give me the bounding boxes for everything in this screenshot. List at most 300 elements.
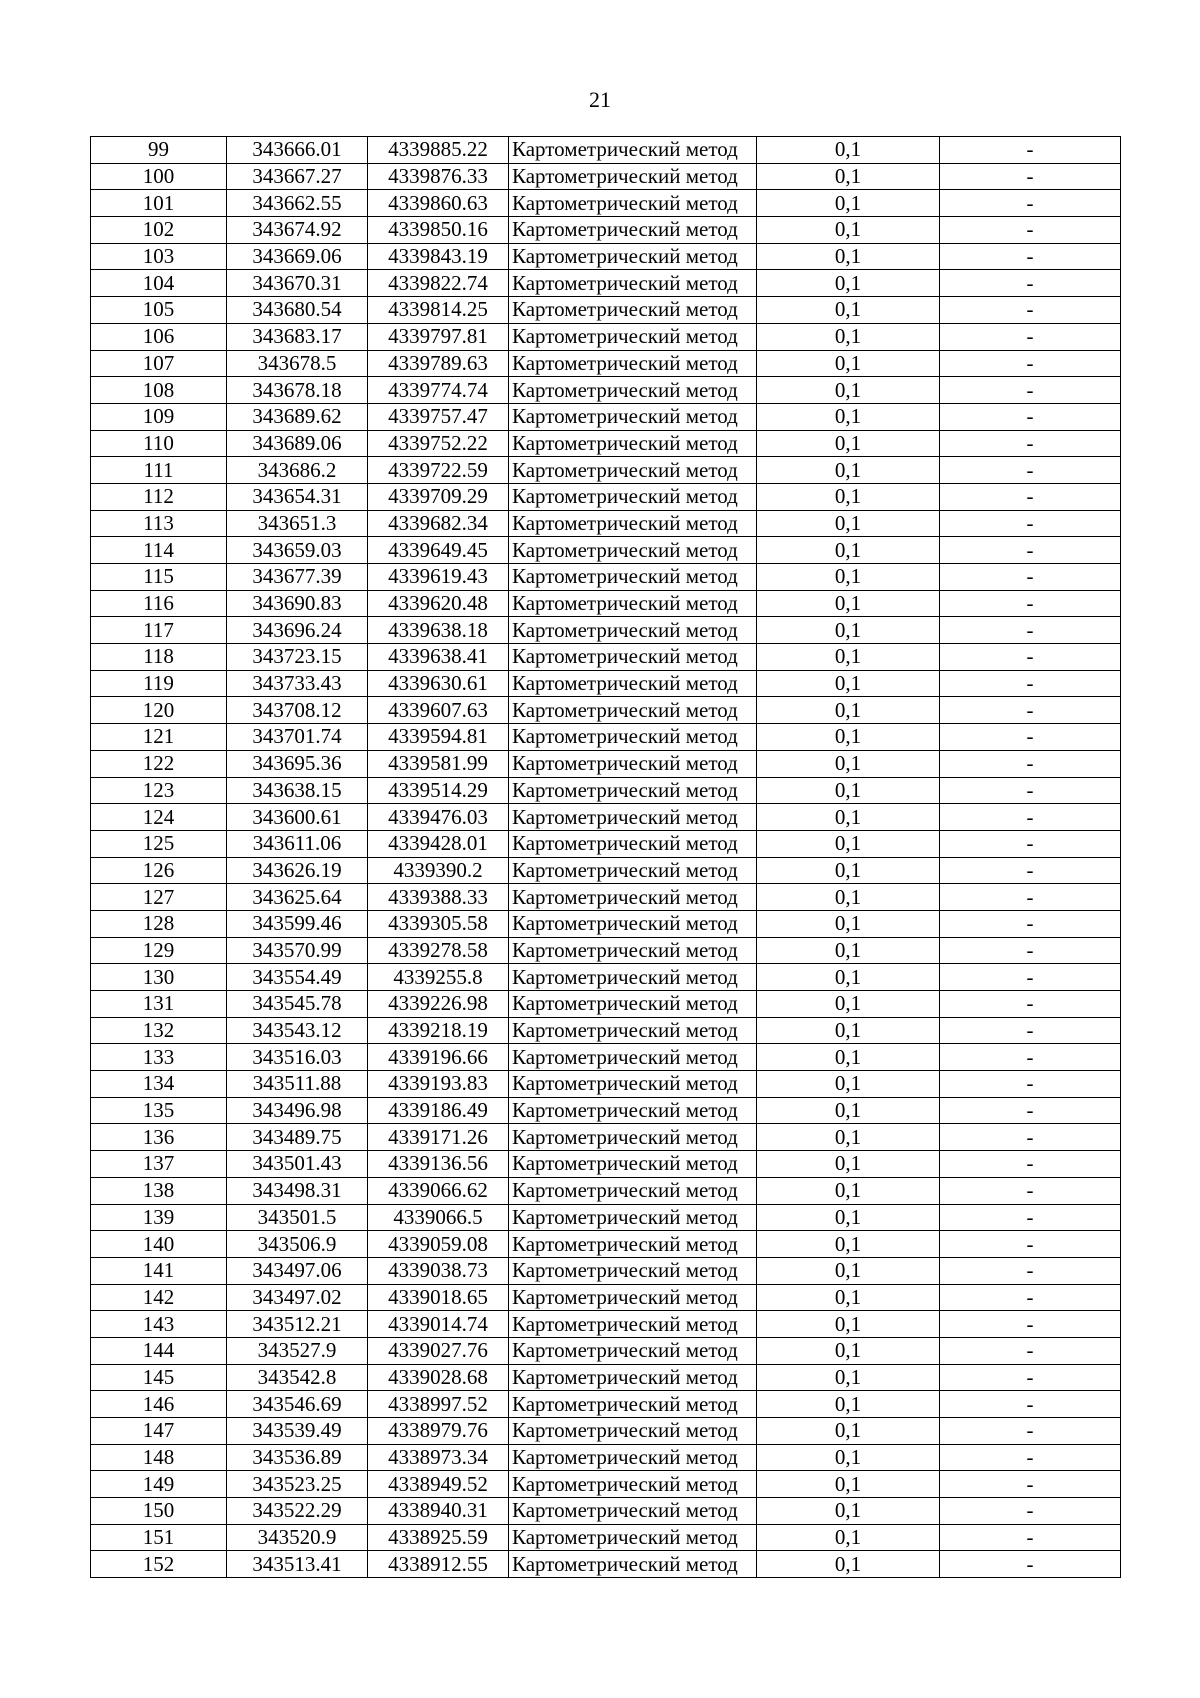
point-number-cell: 125: [91, 830, 227, 857]
y-coordinate-cell: 4338979.76: [368, 1418, 509, 1445]
method-cell: Картометрический метод: [509, 937, 757, 964]
point-number-cell: 135: [91, 1097, 227, 1124]
method-cell: Картометрический метод: [509, 1391, 757, 1418]
point-number-cell: 119: [91, 670, 227, 697]
description-cell: -: [940, 804, 1121, 831]
point-number-cell: 129: [91, 937, 227, 964]
accuracy-cell: 0,1: [757, 323, 940, 350]
description-cell: -: [940, 1097, 1121, 1124]
y-coordinate-cell: 4339789.63: [368, 350, 509, 377]
y-coordinate-cell: 4339136.56: [368, 1151, 509, 1178]
y-coordinate-cell: 4339196.66: [368, 1044, 509, 1071]
x-coordinate-cell: 343662.55: [227, 190, 368, 217]
point-number-cell: 141: [91, 1257, 227, 1284]
description-cell: -: [940, 1284, 1121, 1311]
point-number-cell: 126: [91, 857, 227, 884]
point-number-cell: 124: [91, 804, 227, 831]
table-row: [91, 1311, 1121, 1338]
accuracy-cell: 0,1: [757, 1311, 940, 1338]
method-cell: Картометрический метод: [509, 1498, 757, 1525]
x-coordinate-cell: 343654.31: [227, 483, 368, 510]
table-row: [91, 1498, 1121, 1525]
point-number-cell: 102: [91, 217, 227, 244]
accuracy-cell: 0,1: [757, 1471, 940, 1498]
accuracy-cell: 0,1: [757, 1284, 940, 1311]
table-row: [91, 270, 1121, 297]
description-cell: -: [940, 1418, 1121, 1445]
point-number-cell: 115: [91, 564, 227, 591]
point-number-cell: 107: [91, 350, 227, 377]
y-coordinate-cell: 4339218.19: [368, 1017, 509, 1044]
method-cell: Картометрический метод: [509, 1311, 757, 1338]
method-cell: Картометрический метод: [509, 1204, 757, 1231]
description-cell: -: [940, 243, 1121, 270]
table-row: [91, 1257, 1121, 1284]
method-cell: Картометрический метод: [509, 777, 757, 804]
table-row: [91, 510, 1121, 537]
table-row: [91, 537, 1121, 564]
y-coordinate-cell: 4339814.25: [368, 297, 509, 324]
method-cell: Картометрический метод: [509, 1418, 757, 1445]
table-row: [91, 991, 1121, 1018]
y-coordinate-cell: 4339752.22: [368, 430, 509, 457]
accuracy-cell: 0,1: [757, 750, 940, 777]
x-coordinate-cell: 343611.06: [227, 830, 368, 857]
y-coordinate-cell: 4339709.29: [368, 483, 509, 510]
point-number-cell: 99: [91, 137, 227, 164]
point-number-cell: 149: [91, 1471, 227, 1498]
x-coordinate-cell: 343701.74: [227, 724, 368, 751]
accuracy-cell: 0,1: [757, 1257, 940, 1284]
method-cell: Картометрический метод: [509, 750, 757, 777]
accuracy-cell: 0,1: [757, 243, 940, 270]
accuracy-cell: 0,1: [757, 991, 940, 1018]
y-coordinate-cell: 4338949.52: [368, 1471, 509, 1498]
x-coordinate-cell: 343686.2: [227, 457, 368, 484]
method-cell: Картометрический метод: [509, 1337, 757, 1364]
y-coordinate-cell: 4339797.81: [368, 323, 509, 350]
description-cell: -: [940, 964, 1121, 991]
point-number-cell: 143: [91, 1311, 227, 1338]
y-coordinate-cell: 4339594.81: [368, 724, 509, 751]
accuracy-cell: 0,1: [757, 644, 940, 671]
y-coordinate-cell: 4339038.73: [368, 1257, 509, 1284]
x-coordinate-cell: 343678.18: [227, 377, 368, 404]
description-cell: -: [940, 350, 1121, 377]
description-cell: -: [940, 1257, 1121, 1284]
point-number-cell: 122: [91, 750, 227, 777]
table-row: [91, 857, 1121, 884]
description-cell: -: [940, 991, 1121, 1018]
description-cell: -: [940, 297, 1121, 324]
accuracy-cell: 0,1: [757, 297, 940, 324]
table-row: [91, 350, 1121, 377]
method-cell: Картометрический метод: [509, 1231, 757, 1258]
x-coordinate-cell: 343539.49: [227, 1418, 368, 1445]
accuracy-cell: 0,1: [757, 217, 940, 244]
accuracy-cell: 0,1: [757, 1498, 940, 1525]
method-cell: Картометрический метод: [509, 697, 757, 724]
accuracy-cell: 0,1: [757, 190, 940, 217]
method-cell: Картометрический метод: [509, 564, 757, 591]
table-row: [91, 750, 1121, 777]
method-cell: Картометрический метод: [509, 323, 757, 350]
accuracy-cell: 0,1: [757, 724, 940, 751]
method-cell: Картометрический метод: [509, 483, 757, 510]
method-cell: Картометрический метод: [509, 430, 757, 457]
y-coordinate-cell: 4339390.2: [368, 857, 509, 884]
point-number-cell: 136: [91, 1124, 227, 1151]
point-number-cell: 105: [91, 297, 227, 324]
x-coordinate-cell: 343680.54: [227, 297, 368, 324]
accuracy-cell: 0,1: [757, 137, 940, 164]
y-coordinate-cell: 4339027.76: [368, 1337, 509, 1364]
table-row: [91, 1044, 1121, 1071]
table-row: [91, 1391, 1121, 1418]
description-cell: -: [940, 910, 1121, 937]
description-cell: -: [940, 750, 1121, 777]
method-cell: Картометрический метод: [509, 910, 757, 937]
y-coordinate-cell: 4339428.01: [368, 830, 509, 857]
table-row: [91, 1284, 1121, 1311]
accuracy-cell: 0,1: [757, 937, 940, 964]
accuracy-cell: 0,1: [757, 777, 940, 804]
method-cell: Картометрический метод: [509, 1124, 757, 1151]
method-cell: Картометрический метод: [509, 137, 757, 164]
x-coordinate-cell: 343689.62: [227, 403, 368, 430]
method-cell: Картометрический метод: [509, 1177, 757, 1204]
point-number-cell: 132: [91, 1017, 227, 1044]
x-coordinate-cell: 343516.03: [227, 1044, 368, 1071]
x-coordinate-cell: 343522.29: [227, 1498, 368, 1525]
accuracy-cell: 0,1: [757, 1044, 940, 1071]
table-row: [91, 457, 1121, 484]
table-row: [91, 1444, 1121, 1471]
description-cell: -: [940, 1311, 1121, 1338]
method-cell: Картометрический метод: [509, 1524, 757, 1551]
method-cell: Картометрический метод: [509, 1257, 757, 1284]
point-number-cell: 101: [91, 190, 227, 217]
y-coordinate-cell: 4339876.33: [368, 163, 509, 190]
point-number-cell: 133: [91, 1044, 227, 1071]
y-coordinate-cell: 4339860.63: [368, 190, 509, 217]
table-row: [91, 1337, 1121, 1364]
method-cell: Картометрический метод: [509, 270, 757, 297]
x-coordinate-cell: 343659.03: [227, 537, 368, 564]
description-cell: -: [940, 644, 1121, 671]
accuracy-cell: 0,1: [757, 350, 940, 377]
y-coordinate-cell: 4339649.45: [368, 537, 509, 564]
y-coordinate-cell: 4338940.31: [368, 1498, 509, 1525]
table-row: [91, 323, 1121, 350]
description-cell: -: [940, 777, 1121, 804]
table-row: [91, 937, 1121, 964]
description-cell: -: [940, 724, 1121, 751]
y-coordinate-cell: 4338925.59: [368, 1524, 509, 1551]
table-row: [91, 670, 1121, 697]
accuracy-cell: 0,1: [757, 270, 940, 297]
description-cell: -: [940, 217, 1121, 244]
point-number-cell: 127: [91, 884, 227, 911]
table-row: [91, 1418, 1121, 1445]
method-cell: Картометрический метод: [509, 670, 757, 697]
y-coordinate-cell: 4338973.34: [368, 1444, 509, 1471]
point-number-cell: 150: [91, 1498, 227, 1525]
method-cell: Картометрический метод: [509, 537, 757, 564]
y-coordinate-cell: 4339581.99: [368, 750, 509, 777]
description-cell: -: [940, 510, 1121, 537]
description-cell: -: [940, 564, 1121, 591]
accuracy-cell: 0,1: [757, 1151, 940, 1178]
y-coordinate-cell: 4339843.19: [368, 243, 509, 270]
description-cell: -: [940, 483, 1121, 510]
x-coordinate-cell: 343696.24: [227, 617, 368, 644]
accuracy-cell: 0,1: [757, 590, 940, 617]
description-cell: -: [940, 1391, 1121, 1418]
y-coordinate-cell: 4339620.48: [368, 590, 509, 617]
point-number-cell: 106: [91, 323, 227, 350]
description-cell: -: [940, 1151, 1121, 1178]
table-row: [91, 564, 1121, 591]
table-row: [91, 1364, 1121, 1391]
method-cell: Картометрический метод: [509, 457, 757, 484]
point-number-cell: 130: [91, 964, 227, 991]
method-cell: Картометрический метод: [509, 1017, 757, 1044]
point-number-cell: 117: [91, 617, 227, 644]
point-number-cell: 120: [91, 697, 227, 724]
accuracy-cell: 0,1: [757, 457, 940, 484]
y-coordinate-cell: 4339305.58: [368, 910, 509, 937]
point-number-cell: 140: [91, 1231, 227, 1258]
description-cell: -: [940, 1044, 1121, 1071]
accuracy-cell: 0,1: [757, 377, 940, 404]
x-coordinate-cell: 343512.21: [227, 1311, 368, 1338]
table-row: [91, 403, 1121, 430]
method-cell: Картометрический метод: [509, 1097, 757, 1124]
x-coordinate-cell: 343667.27: [227, 163, 368, 190]
table-row: [91, 377, 1121, 404]
method-cell: Картометрический метод: [509, 350, 757, 377]
table-row: [91, 297, 1121, 324]
method-cell: Картометрический метод: [509, 804, 757, 831]
method-cell: Картометрический метод: [509, 724, 757, 751]
x-coordinate-cell: 343690.83: [227, 590, 368, 617]
description-cell: -: [940, 617, 1121, 644]
point-number-cell: 123: [91, 777, 227, 804]
y-coordinate-cell: 4339186.49: [368, 1097, 509, 1124]
point-number-cell: 147: [91, 1418, 227, 1445]
x-coordinate-cell: 343651.3: [227, 510, 368, 537]
accuracy-cell: 0,1: [757, 510, 940, 537]
accuracy-cell: 0,1: [757, 1097, 940, 1124]
x-coordinate-cell: 343674.92: [227, 217, 368, 244]
page-number: 21: [589, 87, 611, 112]
accuracy-cell: 0,1: [757, 830, 940, 857]
x-coordinate-cell: 343733.43: [227, 670, 368, 697]
point-number-cell: 146: [91, 1391, 227, 1418]
x-coordinate-cell: 343489.75: [227, 1124, 368, 1151]
point-number-cell: 134: [91, 1071, 227, 1098]
x-coordinate-cell: 343498.31: [227, 1177, 368, 1204]
description-cell: -: [940, 190, 1121, 217]
table-row: [91, 1071, 1121, 1098]
y-coordinate-cell: 4339638.18: [368, 617, 509, 644]
y-coordinate-cell: 4339822.74: [368, 270, 509, 297]
x-coordinate-cell: 343520.9: [227, 1524, 368, 1551]
table-row: [91, 1471, 1121, 1498]
description-cell: -: [940, 323, 1121, 350]
y-coordinate-cell: 4339850.16: [368, 217, 509, 244]
x-coordinate-cell: 343677.39: [227, 564, 368, 591]
x-coordinate-cell: 343708.12: [227, 697, 368, 724]
y-coordinate-cell: 4339278.58: [368, 937, 509, 964]
table-row: [91, 590, 1121, 617]
coordinates-table-body: [91, 137, 1121, 1578]
y-coordinate-cell: 4339066.5: [368, 1204, 509, 1231]
accuracy-cell: 0,1: [757, 804, 940, 831]
table-row: [91, 1017, 1121, 1044]
accuracy-cell: 0,1: [757, 1124, 940, 1151]
method-cell: Картометрический метод: [509, 884, 757, 911]
accuracy-cell: 0,1: [757, 884, 940, 911]
y-coordinate-cell: 4339059.08: [368, 1231, 509, 1258]
x-coordinate-cell: 343497.06: [227, 1257, 368, 1284]
x-coordinate-cell: 343554.49: [227, 964, 368, 991]
table-row: [91, 243, 1121, 270]
accuracy-cell: 0,1: [757, 1418, 940, 1445]
accuracy-cell: 0,1: [757, 483, 940, 510]
description-cell: -: [940, 670, 1121, 697]
accuracy-cell: 0,1: [757, 1444, 940, 1471]
table-row: [91, 1551, 1121, 1578]
description-cell: -: [940, 697, 1121, 724]
table-row: [91, 724, 1121, 751]
method-cell: Картометрический метод: [509, 1151, 757, 1178]
x-coordinate-cell: 343506.9: [227, 1231, 368, 1258]
point-number-cell: 142: [91, 1284, 227, 1311]
method-cell: Картометрический метод: [509, 991, 757, 1018]
point-number-cell: 118: [91, 644, 227, 671]
point-number-cell: 148: [91, 1444, 227, 1471]
method-cell: Картометрический метод: [509, 297, 757, 324]
table-row: [91, 884, 1121, 911]
accuracy-cell: 0,1: [757, 1524, 940, 1551]
description-cell: -: [940, 1337, 1121, 1364]
point-number-cell: 110: [91, 430, 227, 457]
point-number-cell: 114: [91, 537, 227, 564]
x-coordinate-cell: 343545.78: [227, 991, 368, 1018]
x-coordinate-cell: 343625.64: [227, 884, 368, 911]
method-cell: Картометрический метод: [509, 1071, 757, 1098]
description-cell: -: [940, 1498, 1121, 1525]
point-number-cell: 152: [91, 1551, 227, 1578]
accuracy-cell: 0,1: [757, 564, 940, 591]
y-coordinate-cell: 4339171.26: [368, 1124, 509, 1151]
description-cell: -: [940, 430, 1121, 457]
method-cell: Картометрический метод: [509, 830, 757, 857]
description-cell: -: [940, 1551, 1121, 1578]
accuracy-cell: 0,1: [757, 910, 940, 937]
x-coordinate-cell: 343497.02: [227, 1284, 368, 1311]
description-cell: -: [940, 1364, 1121, 1391]
table-row: [91, 1524, 1121, 1551]
method-cell: Картометрический метод: [509, 217, 757, 244]
method-cell: Картометрический метод: [509, 1044, 757, 1071]
accuracy-cell: 0,1: [757, 1204, 940, 1231]
accuracy-cell: 0,1: [757, 964, 940, 991]
accuracy-cell: 0,1: [757, 163, 940, 190]
y-coordinate-cell: 4339226.98: [368, 991, 509, 1018]
y-coordinate-cell: 4339255.8: [368, 964, 509, 991]
x-coordinate-cell: 343626.19: [227, 857, 368, 884]
x-coordinate-cell: 343511.88: [227, 1071, 368, 1098]
table-row: [91, 483, 1121, 510]
y-coordinate-cell: 4339638.41: [368, 644, 509, 671]
x-coordinate-cell: 343527.9: [227, 1337, 368, 1364]
table-row: [91, 1177, 1121, 1204]
accuracy-cell: 0,1: [757, 1071, 940, 1098]
description-cell: -: [940, 1124, 1121, 1151]
x-coordinate-cell: 343501.5: [227, 1204, 368, 1231]
accuracy-cell: 0,1: [757, 1391, 940, 1418]
point-number-cell: 109: [91, 403, 227, 430]
method-cell: Картометрический метод: [509, 644, 757, 671]
method-cell: Картометрический метод: [509, 1284, 757, 1311]
x-coordinate-cell: 343513.41: [227, 1551, 368, 1578]
x-coordinate-cell: 343695.36: [227, 750, 368, 777]
point-number-cell: 103: [91, 243, 227, 270]
point-number-cell: 131: [91, 991, 227, 1018]
accuracy-cell: 0,1: [757, 537, 940, 564]
table-row: [91, 617, 1121, 644]
y-coordinate-cell: 4339885.22: [368, 137, 509, 164]
point-number-cell: 138: [91, 1177, 227, 1204]
method-cell: Картометрический метод: [509, 857, 757, 884]
table-row: [91, 644, 1121, 671]
table-row: [91, 1204, 1121, 1231]
point-number-cell: 113: [91, 510, 227, 537]
accuracy-cell: 0,1: [757, 1177, 940, 1204]
point-number-cell: 104: [91, 270, 227, 297]
y-coordinate-cell: 4339476.03: [368, 804, 509, 831]
accuracy-cell: 0,1: [757, 430, 940, 457]
table-row: [91, 1151, 1121, 1178]
table-row: [91, 830, 1121, 857]
method-cell: Картометрический метод: [509, 403, 757, 430]
x-coordinate-cell: 343546.69: [227, 1391, 368, 1418]
point-number-cell: 144: [91, 1337, 227, 1364]
y-coordinate-cell: 4338912.55: [368, 1551, 509, 1578]
method-cell: Картометрический метод: [509, 1551, 757, 1578]
accuracy-cell: 0,1: [757, 857, 940, 884]
x-coordinate-cell: 343669.06: [227, 243, 368, 270]
method-cell: Картометрический метод: [509, 1471, 757, 1498]
description-cell: -: [940, 884, 1121, 911]
y-coordinate-cell: 4339619.43: [368, 564, 509, 591]
x-coordinate-cell: 343536.89: [227, 1444, 368, 1471]
accuracy-cell: 0,1: [757, 1364, 940, 1391]
table-row: [91, 1124, 1121, 1151]
coordinates-table: [90, 136, 1121, 1578]
x-coordinate-cell: 343678.5: [227, 350, 368, 377]
x-coordinate-cell: 343683.17: [227, 323, 368, 350]
method-cell: Картометрический метод: [509, 243, 757, 270]
y-coordinate-cell: 4339774.74: [368, 377, 509, 404]
description-cell: -: [940, 457, 1121, 484]
method-cell: Картометрический метод: [509, 590, 757, 617]
x-coordinate-cell: 343600.61: [227, 804, 368, 831]
accuracy-cell: 0,1: [757, 1337, 940, 1364]
